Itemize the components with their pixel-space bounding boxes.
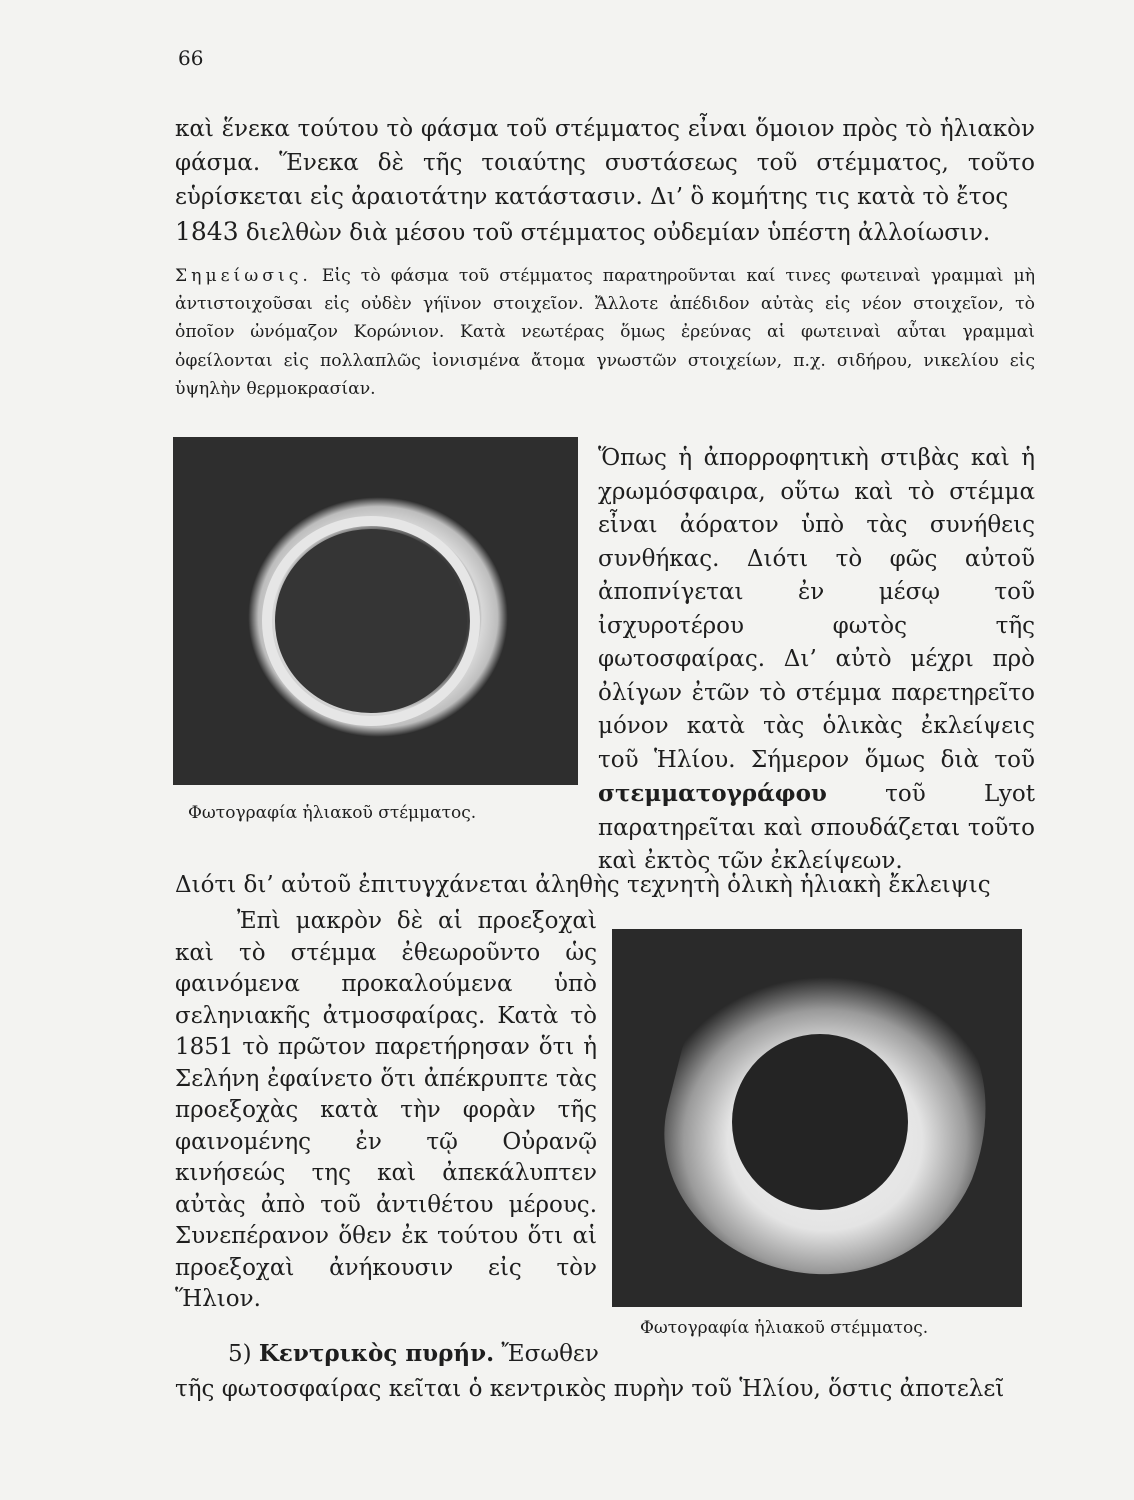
note-paragraph <box>175 262 1035 403</box>
section-text-start: Ἔσωθεν <box>494 1341 599 1367</box>
section-title: Κεντρικὸς πυρήν. <box>258 1340 495 1367</box>
right-column-text-end: τοῦ Lyot παρατηρεῖται καὶ σπουδάζεται τοῦτο καὶ ἐκτὸς τῶν ἐκλείψεων. <box>598 781 1035 874</box>
note-label: Σημείωσις. <box>175 266 312 286</box>
section-heading <box>228 1340 599 1367</box>
page-number: 66 <box>178 46 204 70</box>
note-text: Εἰς τὸ φάσμα τοῦ στέμματος παρατηροῦνται καί τινες φωτειναὶ γραμμαὶ μὴ ἀντιστοιχοῦσαι εἰς οὐδὲν γήϊνον στοιχεῖον. Ἄλλοτε ἀπέδιδον αὐτὰς εἰς νέον στοιχεῖον, τὸ ὁποῖον ὠνόμαζον Κορώνιον. Κατὰ νεωτέρας ὅμως ἐρεύνας αἱ φωτειναὶ αὗται γραμμαὶ ὀφείλονται εἰς πολλαπλῶς ἰονισμένα ἄτομα γνωστῶν στοιχείων, π.χ. σιδήρου, νικελίου εἰς ὑψηλὴν θερμοκρασίαν. <box>175 266 1035 399</box>
corona-eclipse-image <box>612 929 1022 1307</box>
section-number: 5) <box>228 1341 252 1367</box>
eclipse-sentence: Διότι δι’ αὐτοῦ ἐπιτυγχάνεται ἀληθὴς τεχνητὴ ὁλικὴ ἡλιακὴ ἔκλειψις <box>175 872 991 898</box>
corona-photo-1 <box>173 437 578 785</box>
main-paragraph-end: διελθὼν διὰ μέσου τοῦ στέμματος οὐδεμίαν ὑπέστη ἀλλοίωσιν. <box>238 219 991 246</box>
right-column-text: Ὅπως ἡ ἀπορροφητικὴ στιβὰς καὶ ἡ χρωμόσφαιρα, οὕτω καὶ τὸ στέμμα εἶναι ἀόρατον ὑπὸ τὰς συνήθεις συνθήκας. Διότι τὸ φῶς αὐτοῦ ἀποπνίγεται ἐν μέσῳ τοῦ ἰσχυροτέρου φωτὸς τῆς φωτοσφαίρας. Δι’ αὐτὸ μέχρι πρὸ ὀλίγων ἐτῶν τὸ στέμμα παρετηρεῖτο μόνον κατὰ τὰς ὁλικὰς ἐκλείψεις τοῦ Ἡλίου. Σήμερον ὅμως διὰ τοῦ <box>598 445 1035 773</box>
last-line: τῆς φωτοσφαίρας κεῖται ὁ κεντρικὸς πυρὴν τοῦ Ἡλίου, ὅστις ἀποτελεῖ <box>175 1376 1005 1402</box>
year-1843: 1843 <box>175 216 239 246</box>
left-column-paragraph: Ἐπὶ μακρὸν δὲ αἱ προεξοχαὶ καὶ τὸ στέμμα ἐθεωροῦντο ὡς φαινόμενα προκαλούμενα ὑπὸ σεληνιακῆς ἀτμοσφαίρας. Κατὰ τὸ 1851 τὸ πρῶτον παρετήρησαν ὅτι ἡ Σελήνη ἐφαίνετο ὅτι ἀπέκρυπτε τὰς προεξοχὰς κατὰ τὴν φορὰν τῆς φαινομένης ἐν τῷ Οὐρανῷ κινήσεώς της καὶ ἀπεκάλυπτεν αὐτὰς ἀπὸ τοῦ ἀντιθέτου μέρους. Συνεπέρανον ὅθεν ἐκ τούτου ὅτι αἱ προεξοχαὶ ἀνήκουσιν εἰς τὸν Ἥλιον. <box>175 908 597 1312</box>
main-paragraph-text: καὶ ἕνεκα τούτου τὸ φάσμα τοῦ στέμματος εἶναι ὅμοιον πρὸς τὸ ἡλιακὸν φάσμα. Ἕνεκα δὲ τῆς τοιαύτης συστάσεως τοῦ στέμματος, τοῦτο εὑρίσκεται εἰς ἀραιοτάτην κατάστασιν. Δι’ ὃ κομήτης τις κατὰ τὸ ἔτος <box>175 116 1035 211</box>
corona-photo-2 <box>612 929 1022 1307</box>
right-column-paragraph <box>598 442 1035 879</box>
main-paragraph <box>175 112 1035 250</box>
photo-2-caption: Φωτογραφία ἡλιακοῦ στέμματος. <box>640 1318 929 1338</box>
photo-1-caption: Φωτογραφία ἡλιακοῦ στέμματος. <box>188 803 477 823</box>
stemmatograph-term: στεμματογράφου <box>598 780 827 807</box>
corona-ring-image <box>173 437 578 785</box>
